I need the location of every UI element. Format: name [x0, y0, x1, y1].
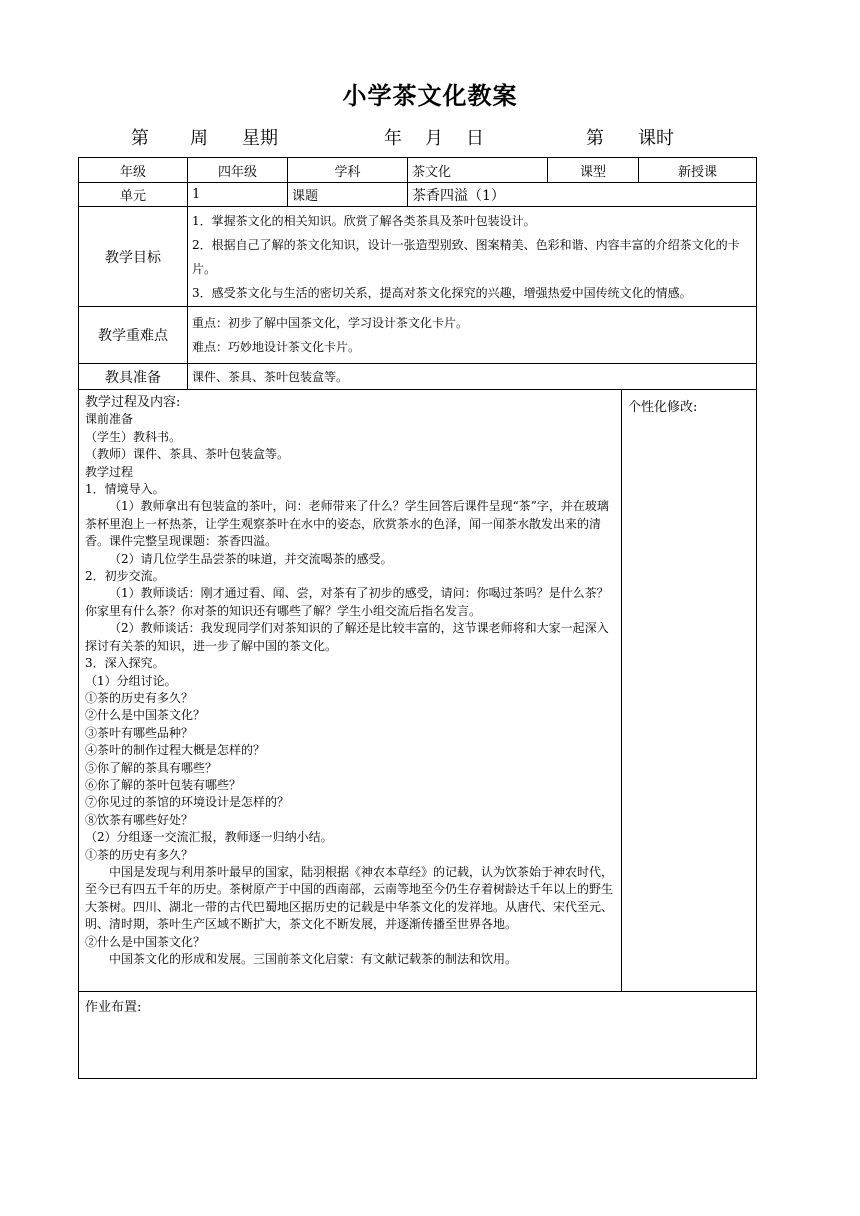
- process-line: （2）教师谈话：我发现同学们对茶知识的了解还是比较丰富的，这节课老师将和大家一起深入探讨有关茶的知识，进一步了解中国的茶文化。: [85, 621, 609, 653]
- key-points-row: [79, 307, 757, 364]
- process-line: 中国是发现与利用茶叶最早的国家，陆羽根据《神农本草经》的记载，认为饮茶始于神农时代，至今已有四五千年的历史。茶树原产于中国的西南部，云南等地至今仍生存着树龄达千年以上的野生大茶树。四川、湖北一带的古代巴蜀地区据历史的记载是中华茶文化的发祥地。从唐代、宋代至元、明、清时期，茶叶生产区域不断扩大，茶文化不断发展，并逐渐传播至世界各地。: [85, 864, 614, 932]
- subject-value: 茶文化: [408, 158, 548, 183]
- homework-label: 作业布置:: [85, 1000, 142, 1015]
- process-line: （教师）课件、茶具、茶叶包装盒等。: [85, 447, 290, 462]
- process-heading: 教学过程及内容:: [85, 395, 181, 410]
- goal-item: 2．根据自己了解的茶文化知识，设计一张造型别致、图案精美、色彩和谐、内容丰富的介绍茶文化的卡片。: [192, 237, 740, 276]
- goals-row: [79, 207, 757, 307]
- materials-label: 教具准备: [79, 364, 188, 390]
- lesson-plan-table: [78, 157, 757, 1079]
- key-points-content: [188, 307, 757, 364]
- goals-content: [188, 207, 757, 307]
- weekday-label: 星期: [242, 128, 278, 149]
- process-line: ①茶的历史有多久？: [85, 690, 194, 705]
- lesson-type-value: 新授课: [639, 158, 757, 183]
- materials-row: [79, 364, 757, 390]
- lesson-prefix: 第: [586, 128, 604, 149]
- process-line: ⑤你了解的茶具有哪些？: [85, 760, 218, 775]
- process-line: ③茶叶有哪些品种？: [85, 725, 194, 740]
- process-line: ①茶的历史有多久？: [85, 847, 194, 862]
- process-line: ④茶叶的制作过程大概是怎样的？: [85, 743, 266, 758]
- difficulty-point: 难点：巧妙地设计茶文化卡片。: [192, 340, 361, 354]
- day-label: 日: [466, 128, 484, 149]
- document-title: 小学茶文化教案: [342, 81, 518, 110]
- unit-label: 单元: [79, 183, 188, 207]
- process-line: （2）分组逐一交流汇报，教师逐一归纳小结。: [85, 830, 333, 845]
- week-suffix: 周: [190, 128, 208, 149]
- homework-row: [79, 992, 757, 1079]
- process-line: ⑥你了解的茶叶包装有哪些？: [85, 777, 242, 792]
- process-line: （1）教师拿出有包装盒的茶叶，问：老师带来了什么？学生回答后课件呈现“茶”字，并在玻璃茶杯里泡上一杯热茶，让学生观察茶叶在水中的姿态，欣赏茶水的色泽，闻一闻茶水散发出来的清香。课件完整呈现课题：茶香四溢。: [85, 499, 609, 549]
- process-line: 教学过程: [85, 464, 134, 479]
- process-line: （1）教师谈话：刚才通过看、闻、尝，对茶有了初步的感受，请问：你喝过茶吗？是什么茶？你家里有什么茶？你对茶的知识还有哪些了解？学生小组交流后指名发言。: [85, 586, 609, 618]
- process-line: 3．深入探究。: [85, 656, 165, 671]
- process-line: 2．初步交流。: [85, 569, 165, 584]
- process-line: （1）分组讨论。: [85, 673, 177, 688]
- subject-label: 学科: [288, 158, 408, 183]
- personal-edit-cell: [622, 390, 757, 992]
- process-line: 课前准备: [85, 412, 134, 427]
- key-points-label: 教学重难点: [79, 307, 188, 364]
- personal-edit-label: 个性化修改:: [628, 400, 698, 415]
- process-row: [79, 390, 757, 992]
- grade-value: 四年级: [188, 158, 288, 183]
- process-content: [79, 390, 622, 992]
- materials-value: 课件、茶具、茶叶包装盒等。: [188, 364, 757, 390]
- process-line: 中国茶文化的形成和发展。三国前茶文化启蒙：有文献记载茶的制法和饮用。: [109, 952, 518, 966]
- topic-label: 课题: [288, 183, 408, 207]
- process-line: ⑧饮茶有哪些好处？: [85, 812, 194, 827]
- process-line: 1．情境导入。: [85, 482, 165, 497]
- goal-item: 3．感受茶文化与生活的密切关系，提高对茶文化探究的兴趣，增强热爱中国传统文化的情感。: [192, 285, 692, 300]
- process-line: ②什么是中国茶文化？: [85, 708, 206, 723]
- info-row-2: [79, 183, 757, 207]
- process-line: ⑦你见过的茶馆的环境设计是怎样的？: [85, 795, 290, 810]
- process-line: （学生）教科书。: [85, 429, 182, 444]
- topic-value: 茶香四溢（1）: [408, 183, 757, 207]
- info-row-1: [79, 158, 757, 183]
- process-line: （2）请几位学生品尝茶的味道，并交流喝茶的感受。: [109, 551, 393, 566]
- homework-cell: [79, 992, 757, 1079]
- month-label: 月: [425, 128, 443, 149]
- grade-label: 年级: [79, 158, 188, 183]
- year-label: 年: [384, 128, 402, 149]
- lesson-suffix: 课时: [638, 128, 674, 149]
- goal-item: 1．掌握茶文化的相关知识。欣赏了解各类茶具及茶叶包装设计。: [192, 213, 536, 228]
- key-point: 重点：初步了解中国茶文化，学习设计茶文化卡片。: [192, 316, 469, 330]
- week-prefix: 第: [131, 128, 149, 149]
- unit-value: 1: [188, 183, 288, 207]
- goals-label: 教学目标: [79, 207, 188, 307]
- process-lines: [85, 411, 615, 968]
- process-line: ②什么是中国茶文化？: [85, 934, 206, 949]
- schedule-line: [0, 124, 860, 148]
- lesson-type-label: 课型: [548, 158, 639, 183]
